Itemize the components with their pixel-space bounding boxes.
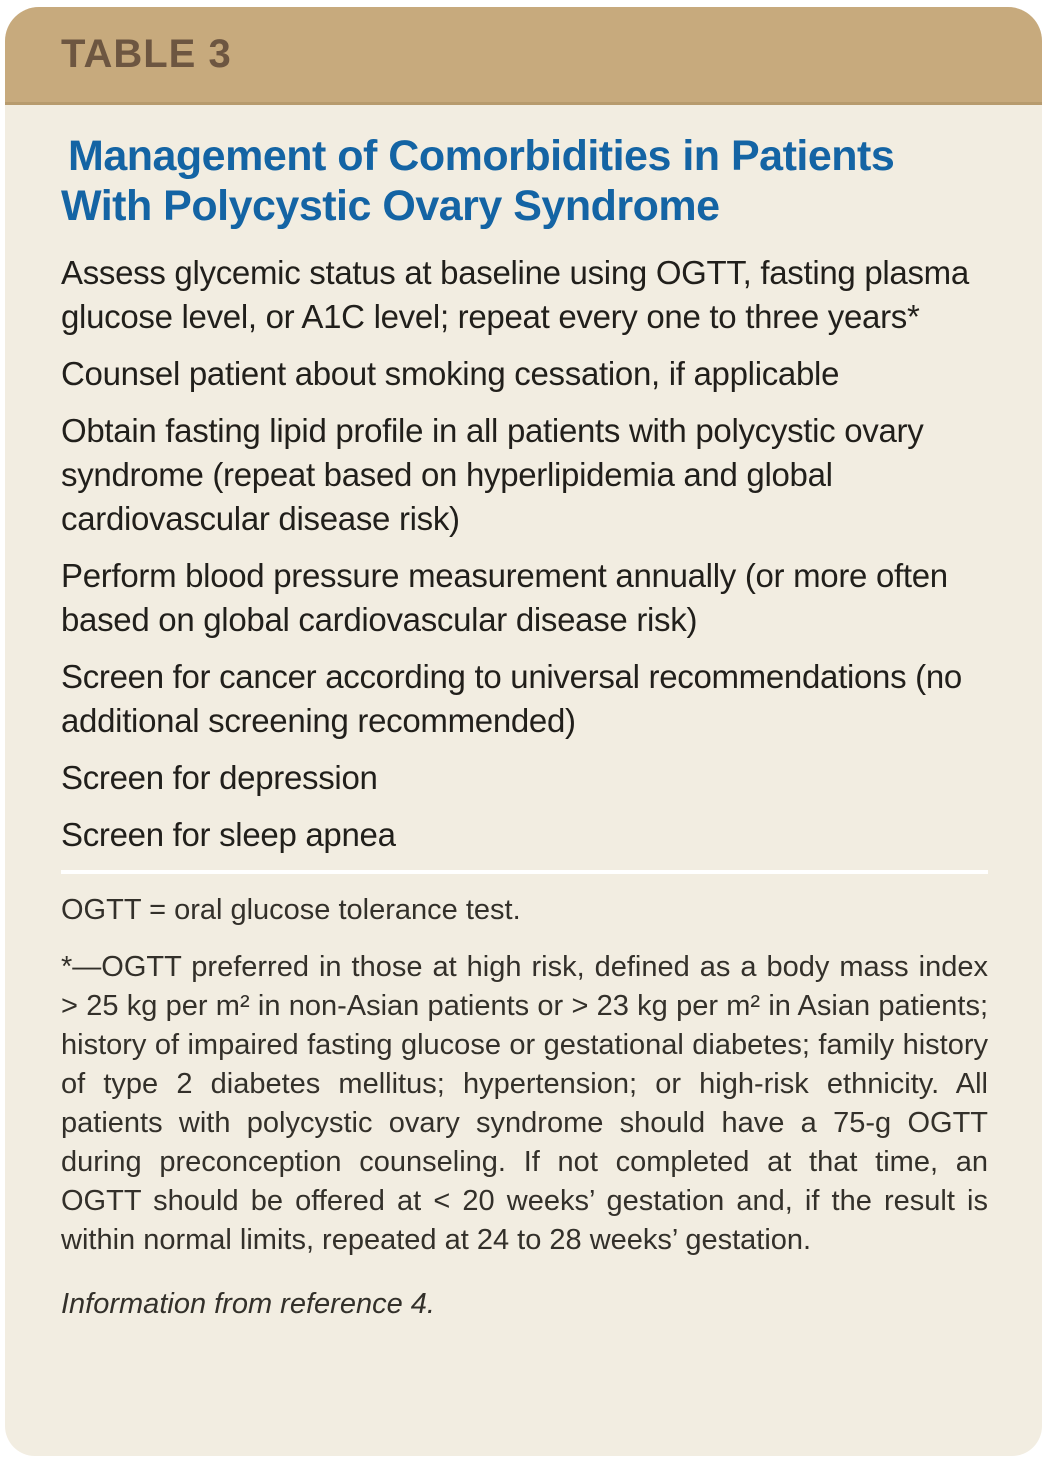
list-item: Screen for cancer according to universal recommendations (no additional screening recommended) [61, 658, 962, 739]
list-item: Screen for sleep apnea [61, 816, 396, 853]
list-item: Obtain fasting lipid profile in all patients with polycystic ovary syndrome (repeat based on hyperlipidemia and global cardiovascular disease risk) [61, 412, 924, 537]
recommendation-list [61, 251, 988, 857]
list-item: Assess glycemic status at baseline using OGTT, fasting plasma glucose level, or A1C level; repeat every one to three years* [61, 254, 969, 335]
list-item: Counsel patient about smoking cessation, if applicable [61, 355, 840, 392]
table-label: TABLE 3 [61, 32, 232, 76]
table-header-band [5, 7, 1042, 105]
table-title-line-1: Management of Comorbidities in Patients [68, 132, 895, 180]
abbreviation-note: OGTT = oral glucose tolerance test. [61, 894, 521, 926]
table-body [5, 105, 1042, 1324]
list-item: Screen for depression [61, 759, 378, 796]
source-note: Information from reference 4. [61, 1288, 435, 1320]
table-card [5, 7, 1042, 1456]
table-title [61, 131, 988, 231]
table-title-line-2: With Polycystic Ovary Syndrome [61, 182, 720, 230]
asterisk-footnote: *—OGTT preferred in those at high risk, defined as a body mass index > 25 kg per m² in non-Asian patients or > 23 kg per m² in Asian patients; history of impaired fasting glucose or gestational diabetes; family history of type 2 diabetes mellitus; hypertension; or high-risk ethnicity. All patients with polycystic ovary syndrome should have a 75-g OGTT during preconception counseling. If not completed at that time, an OGTT should be offered at < 20 weeks’ gestation and, if the result is within normal limits, repeated at 24 to 28 weeks’ gestation. [61, 951, 988, 1256]
list-item: Perform blood pressure measurement annually (or more often based on global cardiovascular disease risk) [61, 557, 948, 638]
divider [61, 870, 988, 874]
